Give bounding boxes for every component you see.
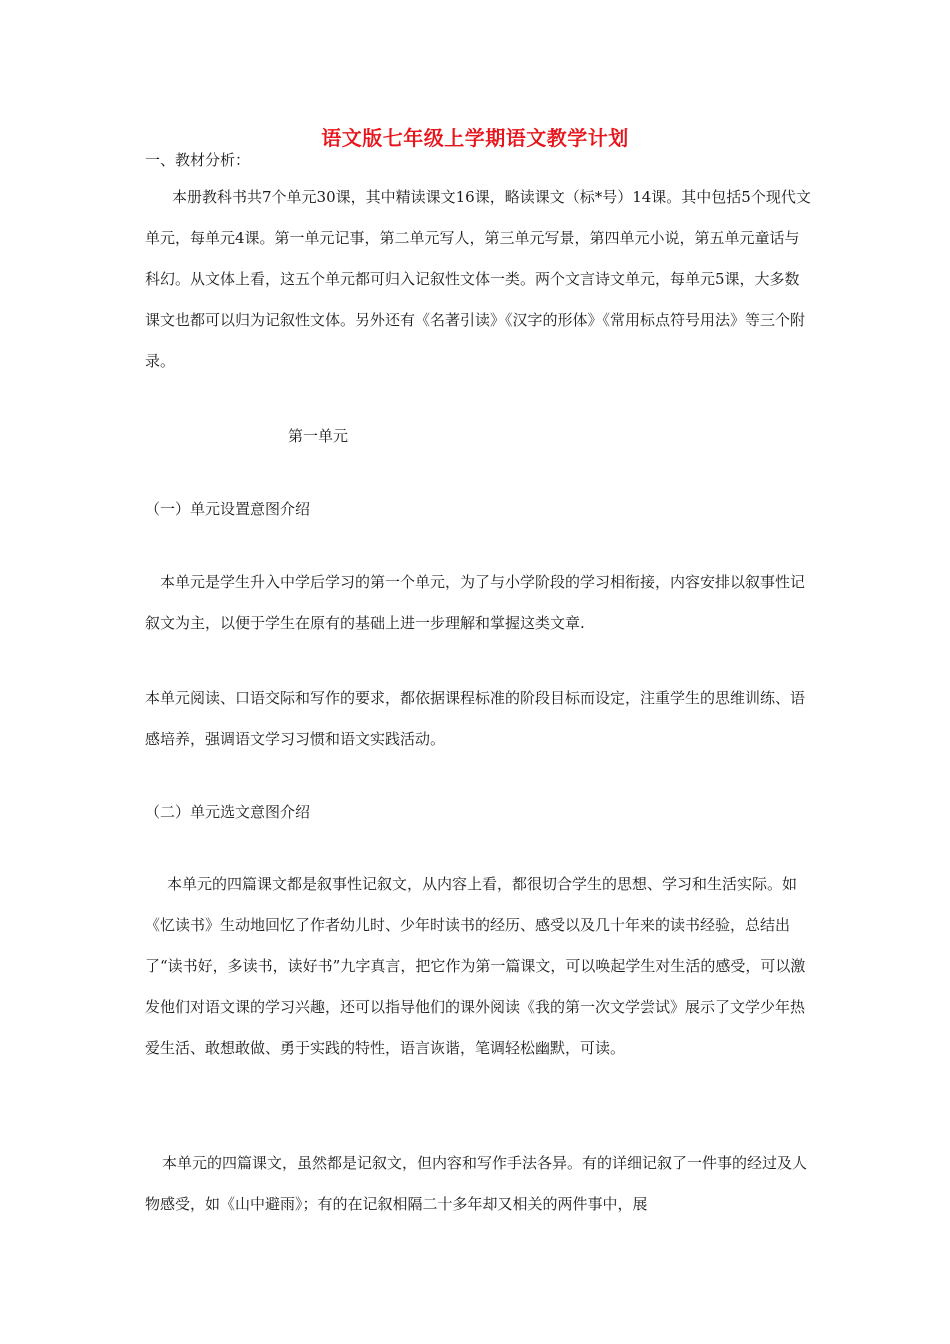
unit-heading: 第一单元 (288, 427, 349, 445)
sub-heading-unit-intent: （一）单元设置意图介绍 (145, 500, 311, 518)
document-title: 语文版七年级上学期语文教学计划 (321, 126, 629, 150)
sub-heading-selection-intent: （二）单元选文意图介绍 (145, 803, 311, 821)
paragraph-textbook-overview: 本册教科书共7个单元30课，其中精读课文16课，略读课文（标*号）14课。其中包括5个现代文单元，每单元4课。第一单元记事，第二单元写人，第三单元写景，第四单元小说，第五单元童话与科幻。从文体上看，这五个单元都可归入记叙性文体一类。两个文言诗文单元，每单元5课，大多数课文也都可以归为记叙性文体。另外还有《名著引读》《汉字的形体》《常用标点符号用法》等三个附录。 (145, 188, 811, 370)
section-heading-textbook-analysis: 一、教材分析： (145, 151, 251, 169)
paragraph-unit-intro: 本单元是学生升入中学后学习的第一个单元，为了与小学阶段的学习相衔接，内容安排以叙事性记叙文为主，以便于学生在原有的基础上进一步理解和掌握这类文章. (145, 573, 806, 632)
paragraph-writing-methods: 本单元的四篇课文，虽然都是记叙文，但内容和写作手法各异。有的详细记叙了一件事的经过及人物感受，如《山中避雨》；有的在记叙相隔二十多年却又相关的两件事中，展 (145, 1154, 808, 1213)
paragraph-unit-requirements: 本单元阅读、口语交际和写作的要求，都依据课程标准的阶段目标而设定，注重学生的思维训练、语感培养，强调语文学习习惯和语文实践活动。 (145, 689, 806, 748)
paragraph-selection-details: 本单元的四篇课文都是叙事性记叙文，从内容上看，都很切合学生的思想、学习和生活实际。如《忆读书》生动地回忆了作者幼儿时、少年时读书的经历、感受以及几十年来的读书经验，总结出了“读书好，多读书，读好书”九字真言，把它作为第一篇课文，可以唤起学生对生活的感受，可以激发他们对语文课的学习兴趣，还可以指导他们的课外阅读《我的第一次文学尝试》展示了文学少年热爱生活、敢想敢做、勇于实践的特性，语言诙谐，笔调轻松幽默，可读。 (145, 875, 806, 1057)
